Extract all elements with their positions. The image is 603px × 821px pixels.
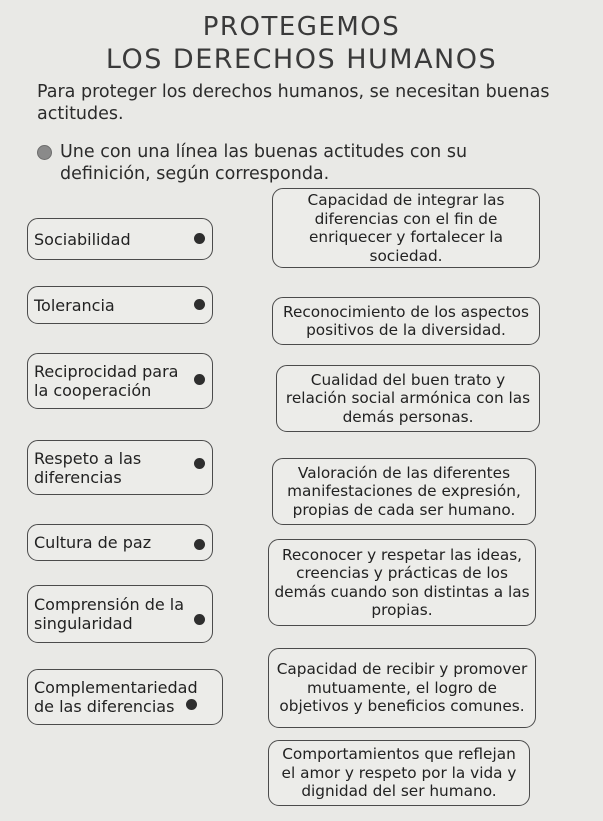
definition-text: Capacidad de integrar las diferencias con el fin de enriquecer y fortalecer la sociedad. [307, 191, 505, 265]
attitude-box-comprension[interactable] [27, 585, 213, 643]
connector-dot[interactable] [194, 539, 205, 550]
attitude-box-tolerancia[interactable] [27, 286, 213, 324]
connector-dot[interactable] [186, 699, 197, 710]
title-line-2: LOS DERECHOS HUMANOS [105, 44, 498, 75]
attitude-box-complementariedad[interactable] [27, 669, 223, 725]
definition-box-5[interactable] [268, 539, 536, 626]
connector-dot[interactable] [194, 233, 205, 244]
attitude-label: Reciprocidad para la cooperación [34, 362, 179, 400]
connector-dot[interactable] [194, 374, 205, 385]
instruction-text: Une con una línea las buenas actitudes con su definición, según corresponda. [60, 142, 468, 184]
connector-dot[interactable] [194, 458, 205, 469]
definition-box-6[interactable] [268, 648, 536, 728]
bullet-icon [37, 145, 52, 160]
connector-dot[interactable] [194, 614, 205, 625]
definition-box-7[interactable] [268, 740, 530, 806]
attitude-label: Tolerancia [34, 295, 115, 315]
attitude-label: Respeto a las diferencias [34, 448, 142, 487]
definition-box-1[interactable] [272, 188, 540, 268]
title-line-1: PROTEGEMOS [202, 12, 401, 42]
attitude-box-reciprocidad[interactable] [27, 353, 213, 409]
attitude-label: Sociabilidad [34, 229, 131, 249]
attitude-box-respeto[interactable] [27, 440, 213, 495]
intro-paragraph: Para proteger los derechos humanos, se necesitan buenas actitudes. [37, 82, 550, 124]
definition-box-2[interactable] [272, 297, 540, 345]
definition-text: Cualidad del buen trato y relación social armónica con las demás personas. [285, 370, 531, 426]
attitude-label: Complementariedad de las diferencias [34, 678, 198, 716]
connector-dot[interactable] [194, 299, 205, 310]
definition-text: Capacidad de recibir y promover mutuamente, el logro de objetivos y beneficios comunes. [276, 660, 528, 716]
attitude-box-sociabilidad[interactable] [27, 218, 213, 260]
attitude-box-cultura-de-paz[interactable] [27, 524, 213, 561]
attitude-label: Comprensión de la singularidad [34, 595, 185, 633]
definition-box-4[interactable] [272, 458, 536, 525]
definition-text: Comportamientos que reflejan el amor y respeto por la vida y dignidad del ser humano. [281, 745, 517, 801]
definition-box-3[interactable] [276, 365, 540, 432]
definition-text: Valoración de las diferentes manifestaciones de expresión, propias de cada ser humano. [287, 463, 521, 519]
attitude-label: Cultura de paz [34, 533, 152, 552]
definition-text: Reconocimiento de los aspectos positivos de la diversidad. [283, 302, 529, 339]
definition-text: Reconocer y respetar las ideas, creencias y prácticas de los demás cuando son distintas a las propias. [274, 545, 530, 619]
